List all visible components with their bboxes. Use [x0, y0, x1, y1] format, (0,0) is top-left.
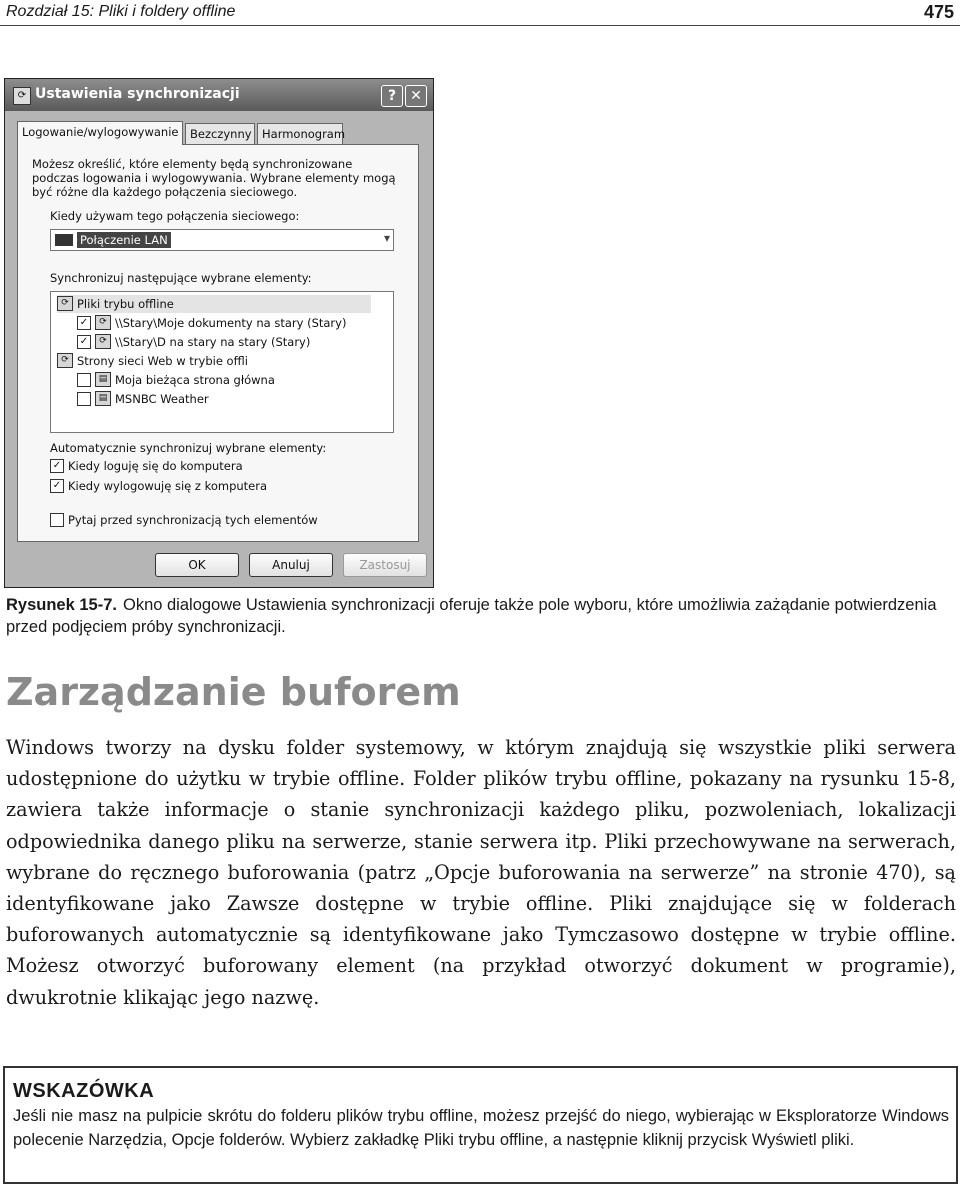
- items-label: Synchronizuj następujące wybrane elementy:: [50, 271, 312, 285]
- tree-item-offline-files[interactable]: [57, 295, 371, 313]
- network-folder-icon: ⟳: [95, 334, 111, 349]
- caption-text: Okno dialogowe Ustawienia synchronizacji oferuje także pole wyboru, które umożliwia zażądanie potwierdzenia przed podjęciem próby synchronizacji.: [6, 596, 937, 636]
- connection-select[interactable]: [50, 229, 394, 251]
- network-folder-icon: ⟳: [95, 315, 111, 330]
- web-page-icon: ▤: [95, 372, 111, 387]
- connection-label: Kiedy używam tego połączenia sieciowego:: [50, 209, 300, 223]
- logoff-option[interactable]: [50, 477, 267, 495]
- checkbox-unchecked[interactable]: [50, 513, 64, 527]
- dialog-title: Ustawienia synchronizacji: [35, 86, 240, 102]
- logon-option-label: Kiedy loguję się do komputera: [68, 459, 243, 473]
- offline-web-icon: ⟳: [57, 353, 73, 368]
- tree-item-label: MSNBC Weather: [115, 392, 209, 406]
- sync-items-tree[interactable]: [50, 291, 394, 433]
- tree-item-label: Strony sieci Web w trybie offli: [77, 354, 248, 368]
- tip-title: WSKAZÓWKA: [13, 1080, 155, 1102]
- web-page-icon: ▤: [95, 391, 111, 406]
- tab-schedule[interactable]: Harmonogram: [257, 123, 343, 144]
- intro-text: Możesz określić, które elementy będą synchronizowane podczas logowania i wylogowywania. Wybrane elementy mogą być różne dla każdego połączenia sieciowego.: [32, 157, 396, 199]
- sync-icon: ⟳: [13, 87, 31, 105]
- close-button[interactable]: ✕: [405, 85, 427, 107]
- tab-idle[interactable]: Bezczynny: [185, 123, 255, 144]
- tip-box: [3, 1066, 958, 1184]
- tree-item-msnbc[interactable]: [77, 390, 209, 408]
- figure-caption: [6, 594, 946, 638]
- ask-before-sync-option[interactable]: [50, 511, 318, 529]
- tree-item-label: Pliki trybu offline: [77, 297, 174, 311]
- logoff-option-label: Kiedy wylogowuję się z komputera: [68, 479, 268, 493]
- page-number: 475: [923, 2, 954, 22]
- apply-button[interactable]: Zastosuj: [343, 553, 427, 577]
- checkbox-unchecked[interactable]: [77, 373, 91, 387]
- network-connection-icon: [55, 234, 73, 246]
- connection-value: Połączenie LAN: [77, 232, 171, 248]
- checkbox-checked[interactable]: ✓: [50, 479, 64, 493]
- sync-settings-dialog: [4, 78, 434, 588]
- page-header: [6, 2, 954, 24]
- caption-label: Rysunek 15-7.: [6, 596, 117, 614]
- ask-option-label: Pytaj przed synchronizacją tych elementów: [68, 513, 318, 527]
- tree-item-label: \\Stary\Moje dokumenty na stary (Stary): [115, 316, 347, 330]
- chevron-down-icon[interactable]: ▾: [383, 231, 390, 245]
- help-button[interactable]: ?: [381, 85, 403, 107]
- section-title: Zarządzanie buforem: [6, 670, 461, 714]
- tip-text: Jeśli nie masz na pulpicie skrótu do folderu plików trybu offline, możesz przejść do niego, wybierając w Eksploratorze Windows polecenie Narzędzia, Opcje folderów. Wybierz zakładkę Pliki trybu offline, a następnie kliknij przycisk Wyświetl pliki.: [13, 1107, 949, 1149]
- ok-button[interactable]: OK: [155, 553, 239, 577]
- offline-files-icon: ⟳: [57, 296, 73, 311]
- tab-panel: [17, 144, 419, 542]
- checkbox-checked[interactable]: ✓: [50, 459, 64, 473]
- checkbox-checked[interactable]: ✓: [77, 335, 91, 349]
- auto-sync-label: Automatycznie synchronizuj wybrane elementy:: [50, 441, 327, 455]
- tab-logon-logoff[interactable]: Logowanie/wylogowywanie: [17, 121, 183, 145]
- tree-item-label: Moja bieżąca strona główna: [115, 373, 275, 387]
- body-paragraph: Windows tworzy na dysku folder systemowy, w którym znajdują się wszystkie pliki serwera udostępnione do użytku w trybie offline. Folder plików trybu offline, pokazany na rysunku 15-8, zawiera także informacje o stanie synchronizacji każdego pliku, pozwoleniach, lokalizacji odpowiednika danego pliku na serwerze, stanie serwera itp. Pliki przechowywane na serwerach, wybrane do ręcznego buforowania (patrz „Opcje buforowania na serwerze” na stronie 470), są identyfikowane jako Zawsze dostępne w trybie offline. Pliki znajdujące się w folderach buforowanych automatycznie są identyfikowane jako Tymczasowo dostępne w trybie offline. Możesz otworzyć buforowany element (na przykład otworzyć dokument w programie), dwukrotnie klikając jego nazwę.: [6, 736, 956, 1009]
- tree-item-stary-documents[interactable]: [77, 314, 346, 332]
- checkbox-checked[interactable]: ✓: [77, 316, 91, 330]
- tree-item-stary-d[interactable]: [77, 333, 310, 351]
- tree-item-offline-web[interactable]: [57, 352, 248, 370]
- dialog-titlebar[interactable]: [5, 79, 433, 111]
- logon-option[interactable]: [50, 457, 243, 475]
- header-rule: [0, 25, 960, 26]
- checkbox-unchecked[interactable]: [77, 392, 91, 406]
- tree-item-label: \\Stary\D na stary na stary (Stary): [115, 335, 311, 349]
- cancel-button[interactable]: Anuluj: [249, 553, 333, 577]
- tree-item-home-page[interactable]: [77, 371, 275, 389]
- chapter-title: Rozdział 15: Pliki i foldery offline: [6, 3, 236, 20]
